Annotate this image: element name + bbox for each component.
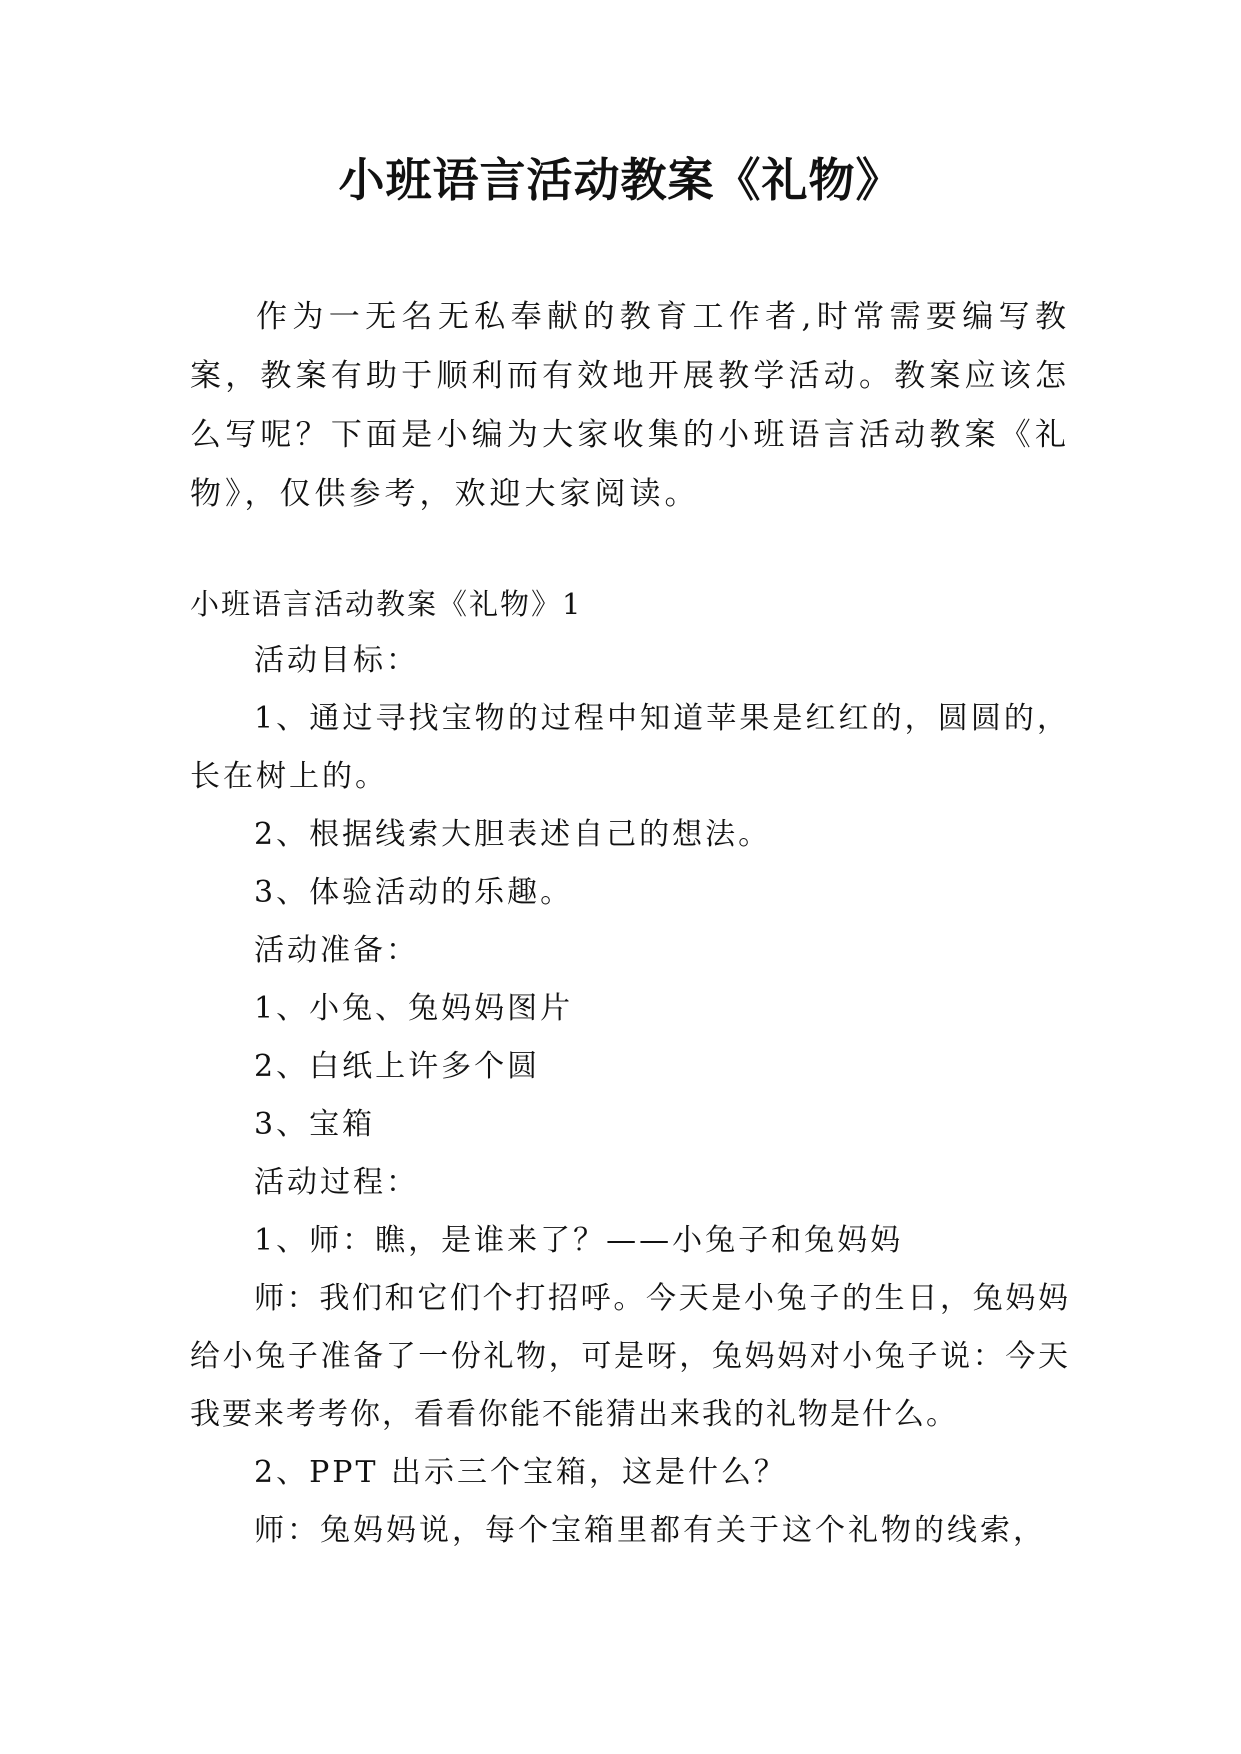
paragraph-process-2: 2、PPT 出示三个宝箱，这是什么？	[254, 1455, 788, 1490]
paragraph-goal-2: 2、根据线索大胆表述自己的想法。	[254, 817, 772, 852]
paragraph-preparation-heading: 活动准备：	[254, 933, 419, 968]
paragraph-preparation-2: 2、白纸上许多个圆	[254, 1049, 541, 1084]
paragraph-process-teacher-2: 师：兔妈妈说，每个宝箱里都有关于这个礼物的线索，	[254, 1513, 1046, 1548]
section-heading: 小班语言活动教案《礼物》1	[190, 587, 583, 621]
document-title: 小班语言活动教案《礼物》	[338, 153, 903, 207]
paragraph-preparation-1: 1、小兔、兔妈妈图片	[254, 991, 574, 1026]
paragraph-preparation-3: 3、宝箱	[254, 1107, 376, 1142]
paragraph-goal-3: 3、体验活动的乐趣。	[254, 875, 574, 910]
paragraph-process-heading: 活动过程：	[254, 1165, 419, 1200]
paragraph-process-1: 1、师：瞧，是谁来了？——小兔子和兔妈妈	[254, 1223, 904, 1258]
paragraph-goals-heading: 活动目标：	[254, 643, 419, 678]
paragraph-goal-1: 1、通过寻找宝物的过程中知道苹果是红红的，圆圆的，长在树上的。	[190, 701, 1070, 794]
intro-paragraph: 作为一无名无私奉献的教育工作者,时常需要编写教案，教案有助于顺利而有效地开展教学活动。教案应该怎么写呢？下面是小编为大家收集的小班语言活动教案《礼物》，仅供参考，欢迎大家阅读。	[190, 299, 1070, 512]
lesson-body	[190, 632, 1070, 1560]
paragraph-process-teacher-1: 师：我们和它们个打招呼。今天是小兔子的生日，兔妈妈给小兔子准备了一份礼物，可是呀，兔妈妈对小兔子说：今天我要来考考你，看看你能不能猜出来我的礼物是什么。	[190, 1281, 1070, 1432]
